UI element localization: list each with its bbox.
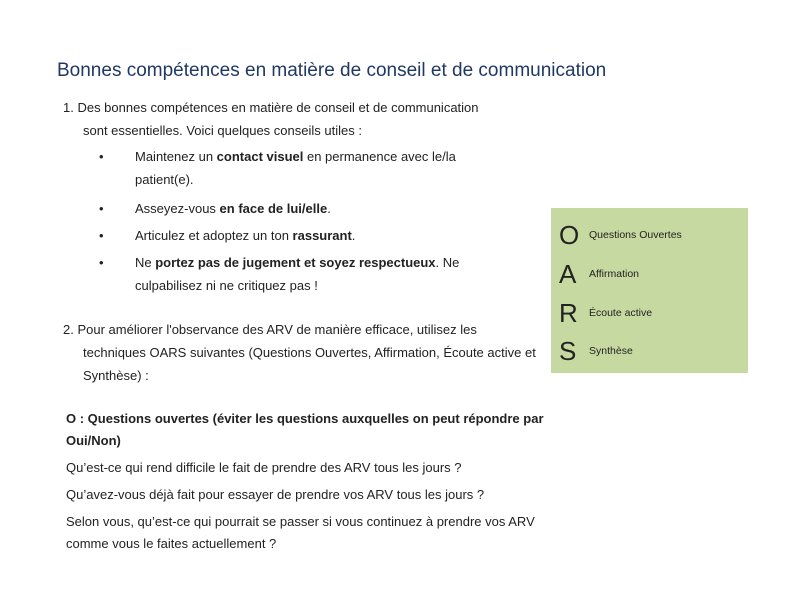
list-item: • Articulez et adoptez un ton rassurant. [95, 224, 515, 247]
oars-row-a [559, 255, 639, 293]
oars-word: Écoute active [589, 307, 653, 319]
oars-panel [551, 208, 748, 373]
point-1-line-1: 1. Des bonnes compétences en matière de conseil et de communication [63, 100, 479, 115]
point-2-line-1: 2. Pour améliorer l'observance des ARV de manière efficace, utilisez les [63, 322, 477, 337]
question-1: Qu’est-ce qui rend difficile le fait de prendre des ARV tous les jours ? [66, 460, 462, 475]
point-1 [63, 96, 543, 142]
oars-letter: O [559, 219, 580, 250]
bullet-icon: • [99, 201, 104, 216]
point-1-line-2: sont essentielles. Voici quelques conseils utiles : [83, 123, 362, 138]
oars-word: Affirmation [589, 268, 639, 280]
list-item: • Asseyez-vous en face de lui/elle. [95, 197, 515, 220]
oars-word: Questions Ouvertes [589, 229, 682, 241]
bullet-icon: • [99, 228, 104, 243]
oars-row-o [559, 216, 682, 254]
oars-row-s [559, 332, 633, 370]
list-item: • Maintenez un contact visuel en permanence avec le/la patient(e). [95, 145, 515, 191]
bullet-icon: • [99, 149, 104, 164]
oars-letter: R [559, 297, 578, 328]
list-item: • Ne portez pas de jugement et soyez respectueux. Ne culpabilisez ni ne critiquez pas ! [95, 251, 515, 297]
page-title: Bonnes compétences en matière de conseil et de communication [57, 60, 607, 81]
oars-letter: S [559, 335, 577, 366]
oars-row-r [559, 294, 652, 332]
section-heading: O : Questions ouvertes (éviter les questions auxquelles on peut répondre par Oui/Non) [66, 411, 544, 448]
point-2-rest: techniques OARS suivantes (Questions Ouvertes, Affirmation, Écoute active et Synthèse) : [83, 345, 536, 383]
question-3: Selon vous, qu’est-ce qui pourrait se passer si vous continuez à prendre vos ARV comme vous le faites actuellement ? [66, 514, 535, 551]
question-2: Qu’avez-vous déjà fait pour essayer de prendre vos ARV tous les jours ? [66, 487, 485, 502]
bullet-icon: • [99, 255, 104, 270]
advice-list [95, 145, 515, 301]
oars-word: Synthèse [589, 345, 633, 357]
open-questions-section [66, 408, 546, 560]
oars-letter: A [559, 258, 577, 289]
point-2 [63, 318, 543, 387]
